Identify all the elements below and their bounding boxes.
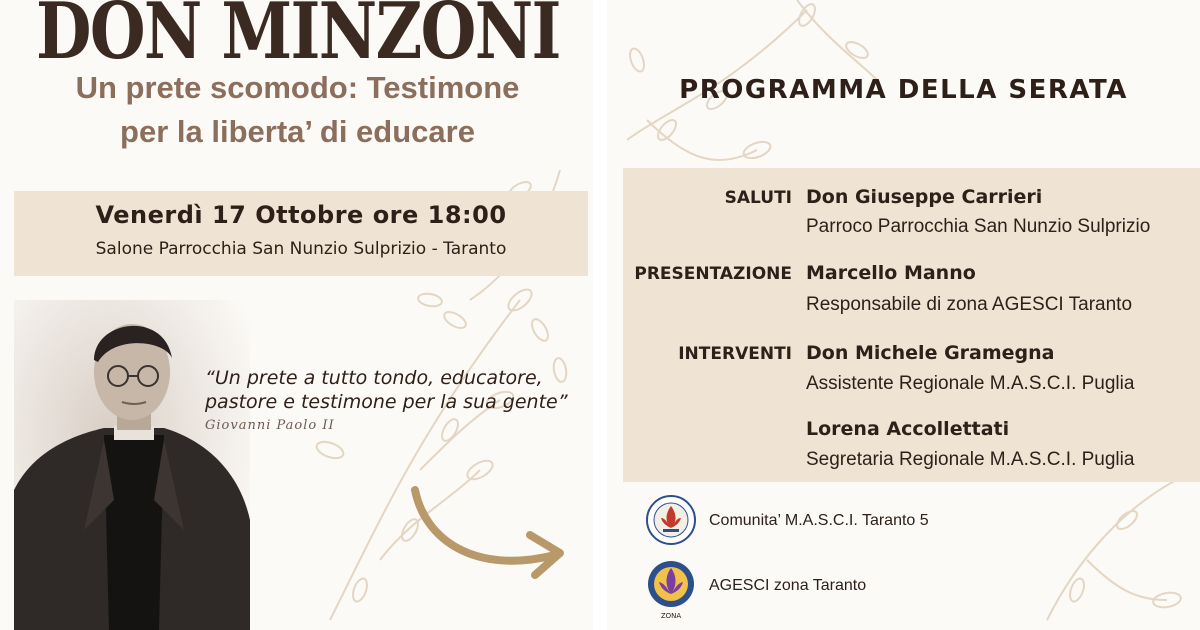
quote-line-1: “Un prete a tutto tondo, educatore,	[205, 367, 543, 389]
program-person-name: Marcello Manno	[806, 262, 976, 284]
program-role: PRESENTAZIONE	[634, 264, 792, 284]
left-panel	[0, 0, 593, 630]
masci-logo-icon	[645, 494, 697, 546]
agesci-logo-icon	[645, 558, 697, 628]
program-person-name: Lorena Accollettati	[806, 418, 1010, 440]
program-person-name: Don Michele Gramegna	[806, 342, 1055, 364]
program-person-desc: Assistente Regionale M.A.S.C.I. Puglia	[806, 373, 1135, 394]
right-panel	[607, 0, 1200, 630]
panel-divider	[593, 0, 607, 630]
subtitle-line-2: per la liberta’ di educare	[120, 114, 475, 149]
program-role: INTERVENTI	[678, 344, 792, 364]
portrait-photo	[14, 300, 250, 630]
organizer-masci-label: Comunita’ M.A.S.C.I. Taranto 5	[709, 512, 929, 529]
page-title: DON MINZONI	[36, 0, 560, 77]
event-location: Salone Parrocchia San Nunzio Sulprizio - Taranto	[95, 239, 507, 259]
curved-arrow-icon	[405, 480, 585, 600]
program-title: PROGRAMMA DELLA SERATA	[679, 75, 1128, 105]
agesci-logo-text: ZONA	[660, 612, 682, 620]
quote-line-2: pastore e testimone per la sua gente”	[205, 391, 568, 413]
subtitle-line-1: Un prete scomodo: Testimone	[75, 70, 520, 105]
program-person-desc: Parroco Parrocchia San Nunzio Sulprizio	[806, 216, 1151, 237]
quote-author: Giovanni Paolo II	[205, 418, 335, 433]
program-person-name: Don Giuseppe Carrieri	[806, 186, 1043, 208]
event-date: Venerdì 17 Ottobre ore 18:00	[95, 201, 507, 229]
program-role: SALUTI	[724, 188, 792, 208]
program-person-desc: Responsabile di zona AGESCI Taranto	[806, 294, 1133, 315]
event-info-band	[14, 191, 588, 276]
program-person-desc: Segretaria Regionale M.A.S.C.I. Puglia	[806, 449, 1135, 470]
organizer-agesci-label: AGESCI zona Taranto	[709, 577, 867, 594]
quote-text	[205, 366, 585, 414]
